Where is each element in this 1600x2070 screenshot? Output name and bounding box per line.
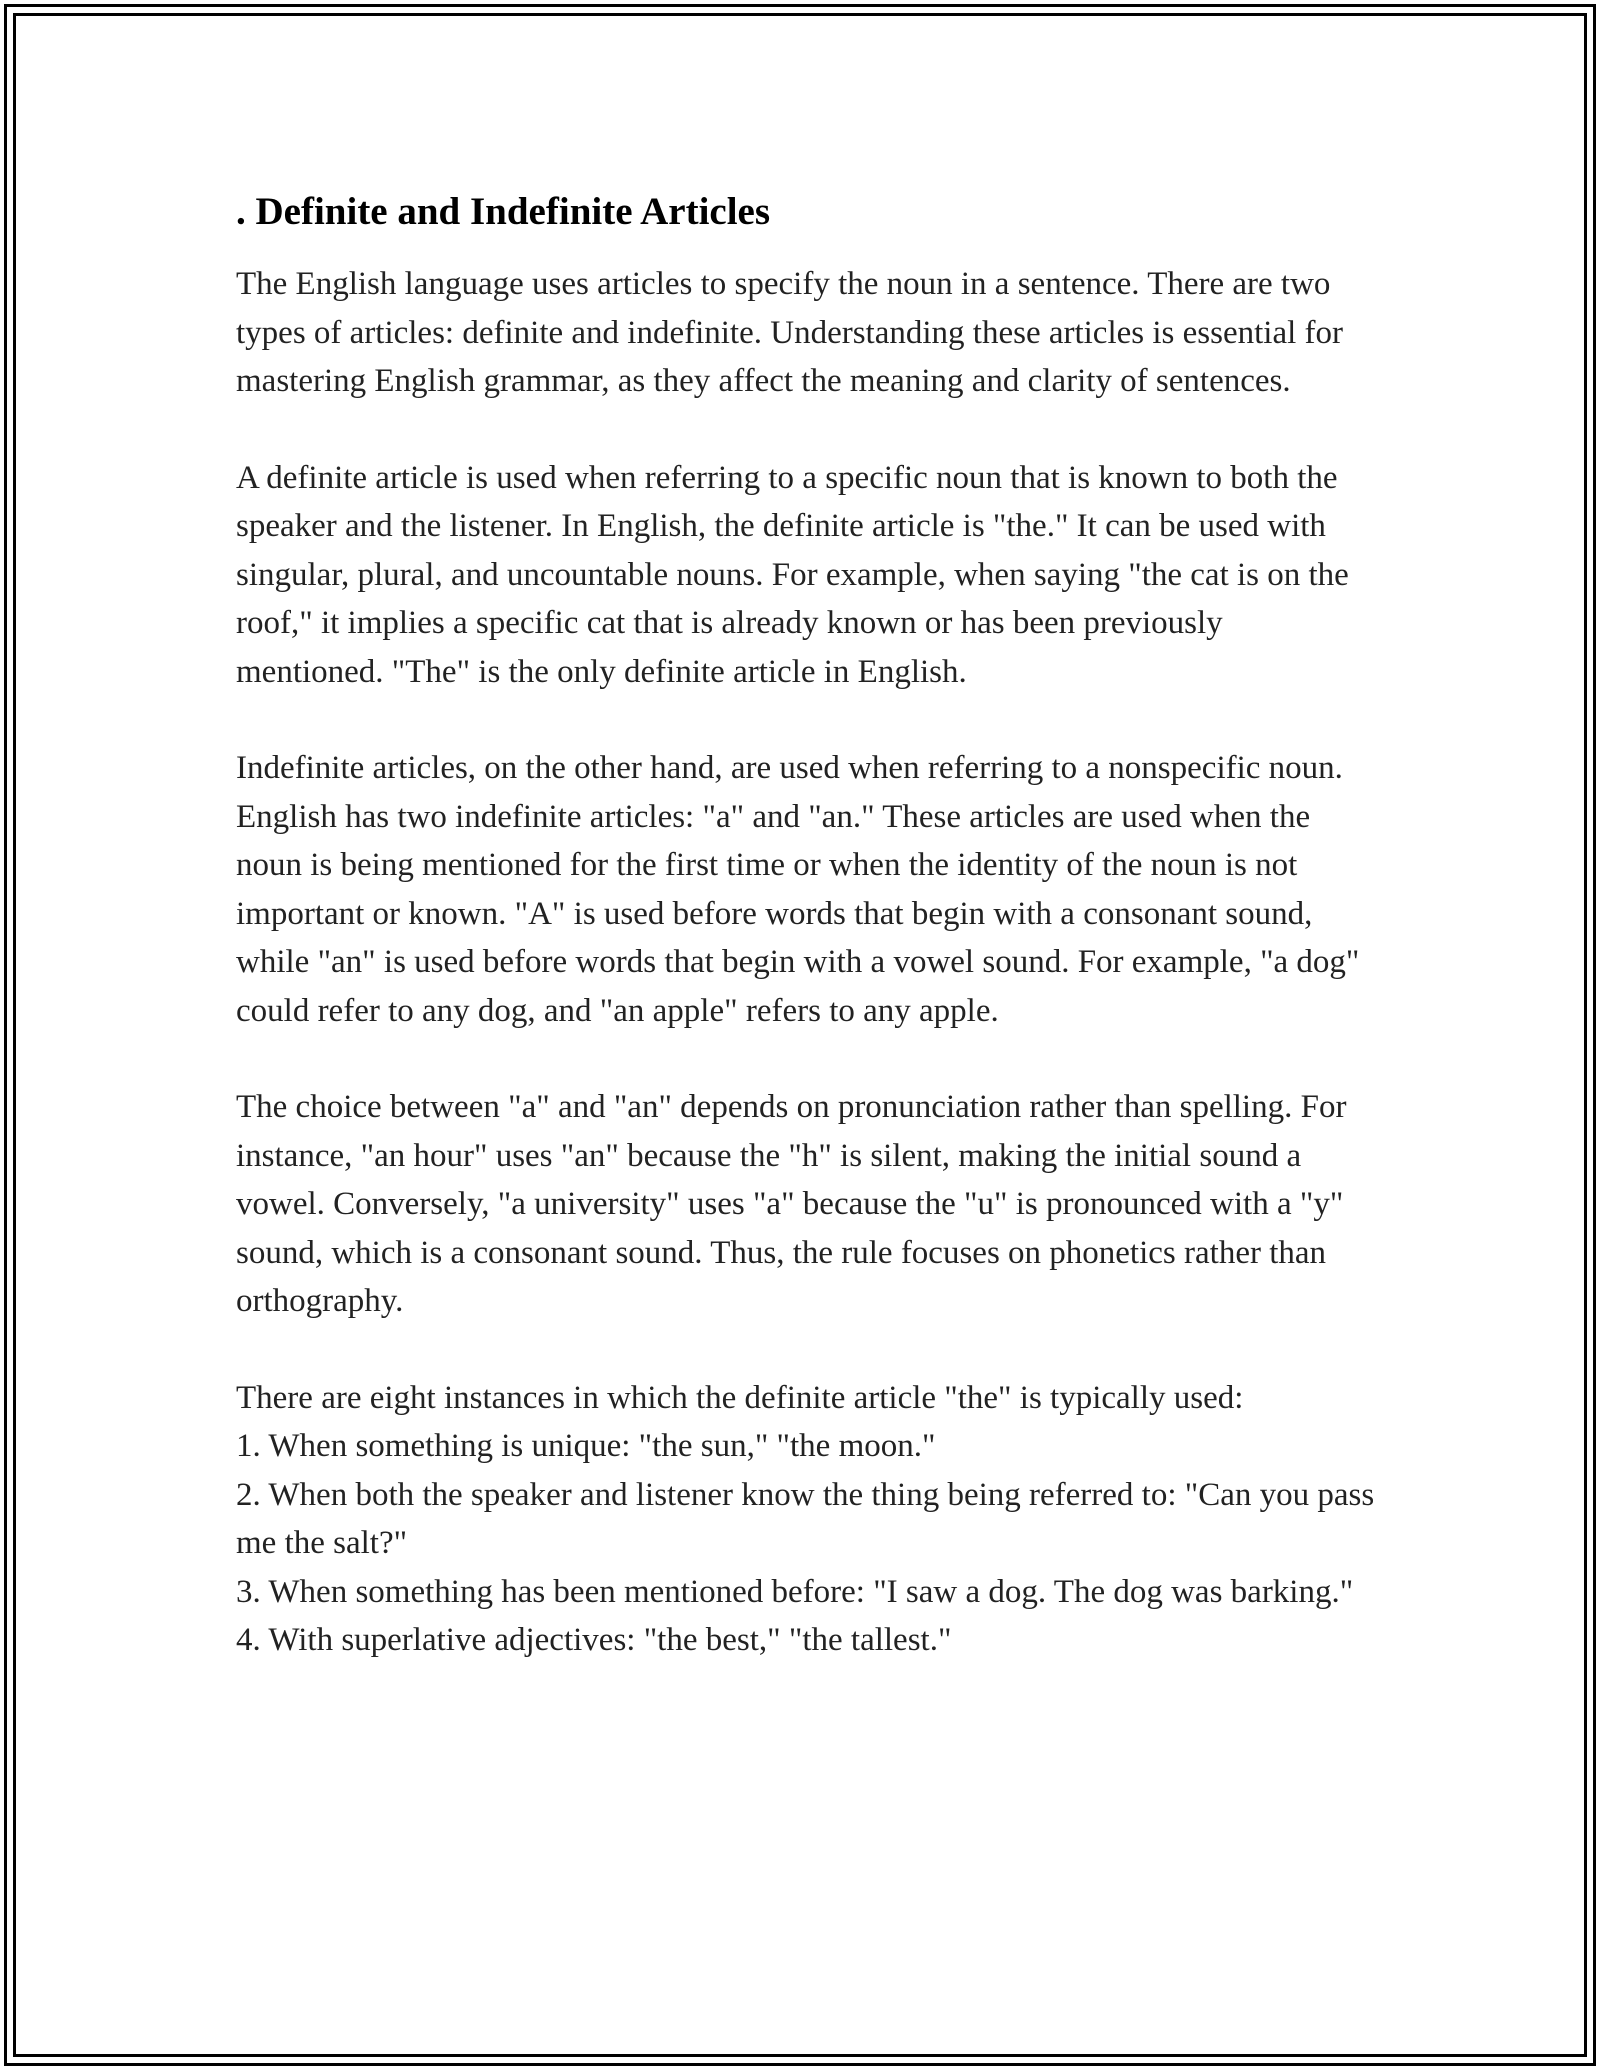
document-title: . Definite and Indefinite Articles bbox=[236, 190, 771, 233]
document-body bbox=[236, 186, 1376, 1665]
list-item: 3. When something has been mentioned before: "I saw a dog. The dog was barking." bbox=[236, 1573, 1354, 1610]
paragraph-intro: The English language uses articles to specify the noun in a sentence. There are two types of articles: definite and indefinite. Understanding these articles is essential for mastering English grammar, as they affect the meaning and clarity of sentences. bbox=[236, 266, 1343, 399]
paragraph-a-vs-an: The choice between "a" and "an" depends on pronunciation rather than spelling. For instance, "an hour" uses "an" because the "h" is silent, making the initial sound a vowel. Conversely, "a university" uses "a" because the "u" is pronounced with a "y" sound, which is a consonant sound. Thus, the rule focuses on phonetics rather than orthography. bbox=[236, 1089, 1347, 1319]
list-item: 1. When something is unique: "the sun," "the moon." bbox=[236, 1428, 936, 1464]
paragraph-indefinite-articles: Indefinite articles, on the other hand, are used when referring to a nonspecific noun. English has two indefinite articles: "a" and "an." These articles are used when the noun is being mentioned for the first time or when the identity of the noun is not important or known. "A" is used before words that begin with a consonant sound, while "an" is used before words that begin with a vowel sound. For example, "a dog" could refer to any dog, and "an apple" refers to any apple. bbox=[236, 750, 1360, 1029]
usage-list bbox=[236, 1374, 1376, 1665]
list-intro: There are eight instances in which the definite article "the" is typically used: bbox=[236, 1379, 1244, 1416]
paragraph-definite-article: A definite article is used when referring to a specific noun that is known to both the speaker and the listener. In English, the definite article is "the." It can be used with singular, plural, and uncountable nouns. For example, when saying "the cat is on the roof," it implies a specific cat that is already known or has been previously mentioned. "The" is the only definite article in English. bbox=[236, 459, 1349, 690]
list-item: 4. With superlative adjectives: "the best," "the tallest." bbox=[236, 1622, 952, 1658]
list-item: 2. When both the speaker and listener know the thing being referred to: "Can you pass me the salt?" bbox=[236, 1476, 1375, 1561]
